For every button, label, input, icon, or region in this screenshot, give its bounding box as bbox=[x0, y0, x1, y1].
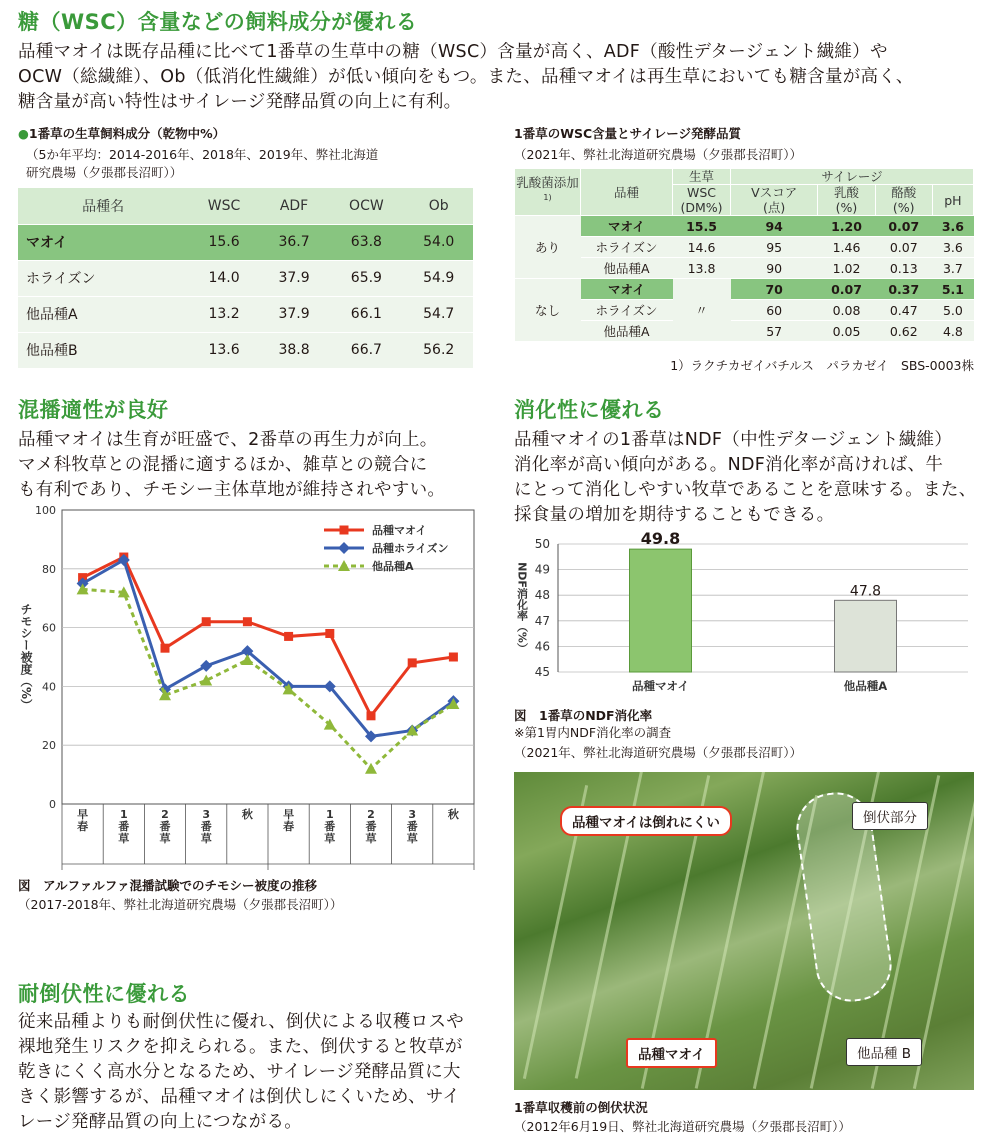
y-tick-label: 100 bbox=[35, 504, 56, 517]
text-line: 乾きにくく高水分となるため、サイレージ発酵品質に大 bbox=[18, 1062, 461, 1082]
y-tick-label: 50 bbox=[534, 537, 550, 551]
table2-note: （2021年、弊社北海道研究農場（夕張郡長沼町）） bbox=[514, 147, 803, 162]
x-tick-label: 番 bbox=[159, 820, 171, 833]
x-tick-label: 番 bbox=[324, 820, 336, 833]
line-chart-note: （2017-2018年、弊社北海道研究農場（夕張郡長沼町）） bbox=[18, 897, 343, 912]
table-row: マオイ 15.6 36.7 63.8 54.0 bbox=[18, 224, 473, 260]
table-row: なし マオイ 〃 70 0.07 0.37 5.1 bbox=[515, 279, 974, 300]
text-line: 品種マオイは既存品種に比べて1番草の生草中の糖（WSC）含量が高く、ADF（酸性デタージェント繊維）や bbox=[18, 42, 888, 62]
bar-chart-note: ※第1胃内NDF消化率の調査 bbox=[514, 725, 672, 740]
data-point bbox=[325, 629, 334, 638]
data-point bbox=[161, 644, 170, 653]
text-line: 糖含量が高い特性はサイレージ発酵品質の向上に有利。 bbox=[18, 92, 462, 112]
other-variety-label: 他品種 B bbox=[846, 1038, 922, 1066]
data-point bbox=[284, 632, 293, 641]
x-tick-label: 1 bbox=[119, 808, 128, 821]
maoi-label: 品種マオイ bbox=[626, 1038, 717, 1068]
table-row: 他品種A 57 0.05 0.62 4.8 bbox=[515, 321, 974, 342]
text-line: 裸地発生リスクを抑えられる。また、倒伏すると牧草が bbox=[18, 1037, 463, 1057]
table-row: 他品種A 13.2 37.9 66.1 54.7 bbox=[18, 296, 473, 332]
text-line: 品種マオイの1番草はNDF（中性デタージェント繊維） bbox=[514, 430, 953, 450]
text-line: 従来品種よりも耐倒伏性に優れ、倒伏による収穫ロスや bbox=[18, 1012, 465, 1032]
x-tick-label: 1 bbox=[325, 808, 334, 821]
x-tick-label: 早 bbox=[77, 808, 89, 821]
legend-label: 品種マオイ bbox=[372, 524, 427, 537]
x-tick-label: 2 bbox=[367, 808, 375, 821]
x-tick-label: 3 bbox=[408, 808, 417, 821]
table-header: Vスコア (点) bbox=[731, 185, 818, 216]
table-header: 乳酸 (%) bbox=[818, 185, 875, 216]
x-tick-label: 品種マオイ bbox=[632, 679, 689, 693]
section-title-mix: 混播適性が良好 bbox=[18, 398, 169, 422]
text-line: 消化率が高い傾向がある。NDF消化率が高ければ、牛 bbox=[514, 455, 944, 475]
y-tick-label: 0 bbox=[49, 798, 56, 811]
table-header: Ob bbox=[404, 188, 473, 224]
photo-note: （2012年6月19日、弊社北海道研究農場（夕張郡長沼町）） bbox=[514, 1119, 851, 1134]
section-title-wsc: 糖（WSC）含量などの飼料成分が優れる bbox=[18, 10, 418, 34]
x-tick-label: 草 bbox=[200, 832, 212, 845]
y-tick-label: 48 bbox=[534, 588, 550, 603]
table-header: 品種名 bbox=[18, 188, 188, 224]
callout-bubble: 品種マオイは倒れにくい bbox=[560, 806, 732, 836]
table-header: pH bbox=[932, 185, 973, 216]
bullet-icon: ● bbox=[18, 126, 29, 141]
x-tick-label: 春 bbox=[283, 820, 295, 833]
table-header: 生草 bbox=[673, 169, 731, 185]
y-axis-label: NDF消化率（%） bbox=[515, 562, 529, 654]
y-tick-label: 49 bbox=[534, 562, 550, 577]
bar-chart-caption: 図 1番草のNDF消化率 bbox=[514, 708, 653, 723]
text-line: 採食量の増加を期待することもできる。 bbox=[514, 505, 835, 525]
x-tick-label: 草 bbox=[324, 832, 336, 845]
bar-chart-note: （2021年、弊社北海道研究農場（夕張郡長沼町）） bbox=[514, 745, 803, 760]
data-label: 47.8 bbox=[849, 583, 882, 600]
table-header: WSC bbox=[188, 188, 259, 224]
section-title-lodging: 耐倒伏性に優れる bbox=[18, 982, 190, 1006]
x-group-label bbox=[150, 869, 180, 870]
text-line: レージ発酵品質の向上につながる。 bbox=[18, 1112, 303, 1132]
legend-label: 品種ホライズン bbox=[372, 542, 449, 555]
section-title-digest: 消化性に優れる bbox=[514, 398, 665, 422]
table-header: OCW bbox=[328, 188, 404, 224]
legend-marker bbox=[340, 526, 349, 535]
bar bbox=[630, 549, 692, 672]
x-tick-label: 3 bbox=[202, 808, 211, 821]
y-tick-label: 47 bbox=[534, 613, 550, 628]
x-group-label bbox=[356, 869, 386, 870]
x-tick-label: 番 bbox=[406, 820, 418, 833]
x-tick-label: 春 bbox=[77, 820, 89, 833]
x-tick-label: 番 bbox=[118, 820, 130, 833]
x-tick-label: 他品種A bbox=[843, 679, 888, 693]
feed-component-table bbox=[18, 188, 473, 369]
x-tick-label: 番 bbox=[200, 820, 212, 833]
y-axis-label: チモシー被度（%） bbox=[19, 602, 33, 712]
data-point bbox=[367, 711, 376, 720]
table-row: 他品種B 13.6 38.8 66.7 56.2 bbox=[18, 332, 473, 368]
x-tick-label: 秋 bbox=[241, 808, 253, 821]
table-row: 他品種A 13.8 90 1.02 0.13 3.7 bbox=[515, 258, 974, 279]
text-line: も有利であり、チモシー主体草地が維持されやすい。 bbox=[18, 480, 446, 500]
ndf-digestibility-chart bbox=[510, 528, 980, 700]
section-text-wsc bbox=[18, 40, 993, 115]
y-tick-label: 45 bbox=[534, 665, 550, 679]
x-tick-label: 草 bbox=[118, 832, 130, 845]
table-row: ホライズン 14.0 37.9 65.9 54.9 bbox=[18, 260, 473, 296]
y-tick-label: 46 bbox=[534, 639, 550, 654]
lodged-label: 倒伏部分 bbox=[852, 802, 928, 830]
table-header: サイレージ bbox=[731, 169, 974, 185]
field-photo bbox=[514, 772, 974, 1090]
table-row: ホライズン 60 0.08 0.47 5.0 bbox=[515, 300, 974, 321]
table-header: 乳酸菌添加$^{1)}$ bbox=[515, 169, 581, 216]
text-line: にとって消化しやすい牧草であることを意味する。また、 bbox=[514, 480, 977, 500]
table-header: ADF bbox=[260, 188, 329, 224]
text-line: 品種マオイは生育が旺盛で、2番草の再生力が向上。 bbox=[18, 430, 438, 450]
table-header: 酪酸 (%) bbox=[875, 185, 932, 216]
table-header: 品種 bbox=[581, 169, 673, 216]
x-tick-label: 早 bbox=[283, 808, 295, 821]
data-point bbox=[449, 653, 458, 662]
table-row: ホライズン 14.6 95 1.46 0.07 3.6 bbox=[515, 237, 974, 258]
line-chart-caption: 図 アルファルファ混播試験でのチモシー被度の推移 bbox=[18, 878, 318, 893]
table-row: あり マオイ 15.5 94 1.20 0.07 3.6 bbox=[515, 216, 974, 237]
silage-quality-table bbox=[514, 168, 974, 342]
text-line: マメ科牧草との混播に適するほか、雑草との競合に bbox=[18, 455, 428, 475]
table2-title: 1番草のWSC含量とサイレージ発酵品質 bbox=[514, 126, 742, 141]
y-tick-label: 40 bbox=[42, 680, 56, 694]
section-text-lodging bbox=[18, 1010, 488, 1135]
bar bbox=[835, 600, 897, 672]
x-tick-label: 番 bbox=[365, 820, 377, 833]
x-tick-label: 草 bbox=[406, 832, 418, 845]
data-point bbox=[202, 617, 211, 626]
x-tick-label: 秋 bbox=[447, 808, 459, 821]
section-text-mix bbox=[18, 428, 488, 503]
x-tick-label: 草 bbox=[159, 832, 171, 845]
x-tick-label: 草 bbox=[365, 832, 377, 845]
section-text-digest bbox=[514, 428, 994, 528]
y-tick-label: 80 bbox=[42, 562, 56, 576]
y-tick-label: 20 bbox=[42, 739, 56, 753]
photo-caption: 1番草収穫前の倒伏状況 bbox=[514, 1100, 648, 1115]
data-point bbox=[243, 617, 252, 626]
text-line: OCW（総繊維）、Ob（低消化性繊維）が低い傾向をもつ。また、品種マオイは再生草においても糖含量が高く、 bbox=[18, 67, 914, 87]
table2-footnote: 1）ラクチカゼイバチルス パラカゼイ SBS-0003株 bbox=[670, 358, 974, 373]
y-tick-label: 60 bbox=[42, 621, 56, 635]
legend-label: 他品種A bbox=[372, 560, 414, 573]
text-line: きく影響するが、品種マオイは倒伏しにくいため、サイ bbox=[18, 1087, 461, 1107]
table-header: WSC (DM%) bbox=[673, 185, 731, 216]
x-tick-label: 2 bbox=[161, 808, 169, 821]
plot-area bbox=[558, 544, 968, 672]
data-label: 49.8 bbox=[640, 529, 681, 549]
data-point bbox=[408, 658, 417, 667]
timothy-coverage-chart bbox=[14, 502, 494, 870]
table1-note: （5か年平均：2014-2016年、2018年、2019年、弊社北海道 研究農場（夕張郡長沼町）） bbox=[26, 147, 379, 180]
table1-title: ●1番草の生草飼料成分（乾物中%） bbox=[18, 126, 226, 141]
